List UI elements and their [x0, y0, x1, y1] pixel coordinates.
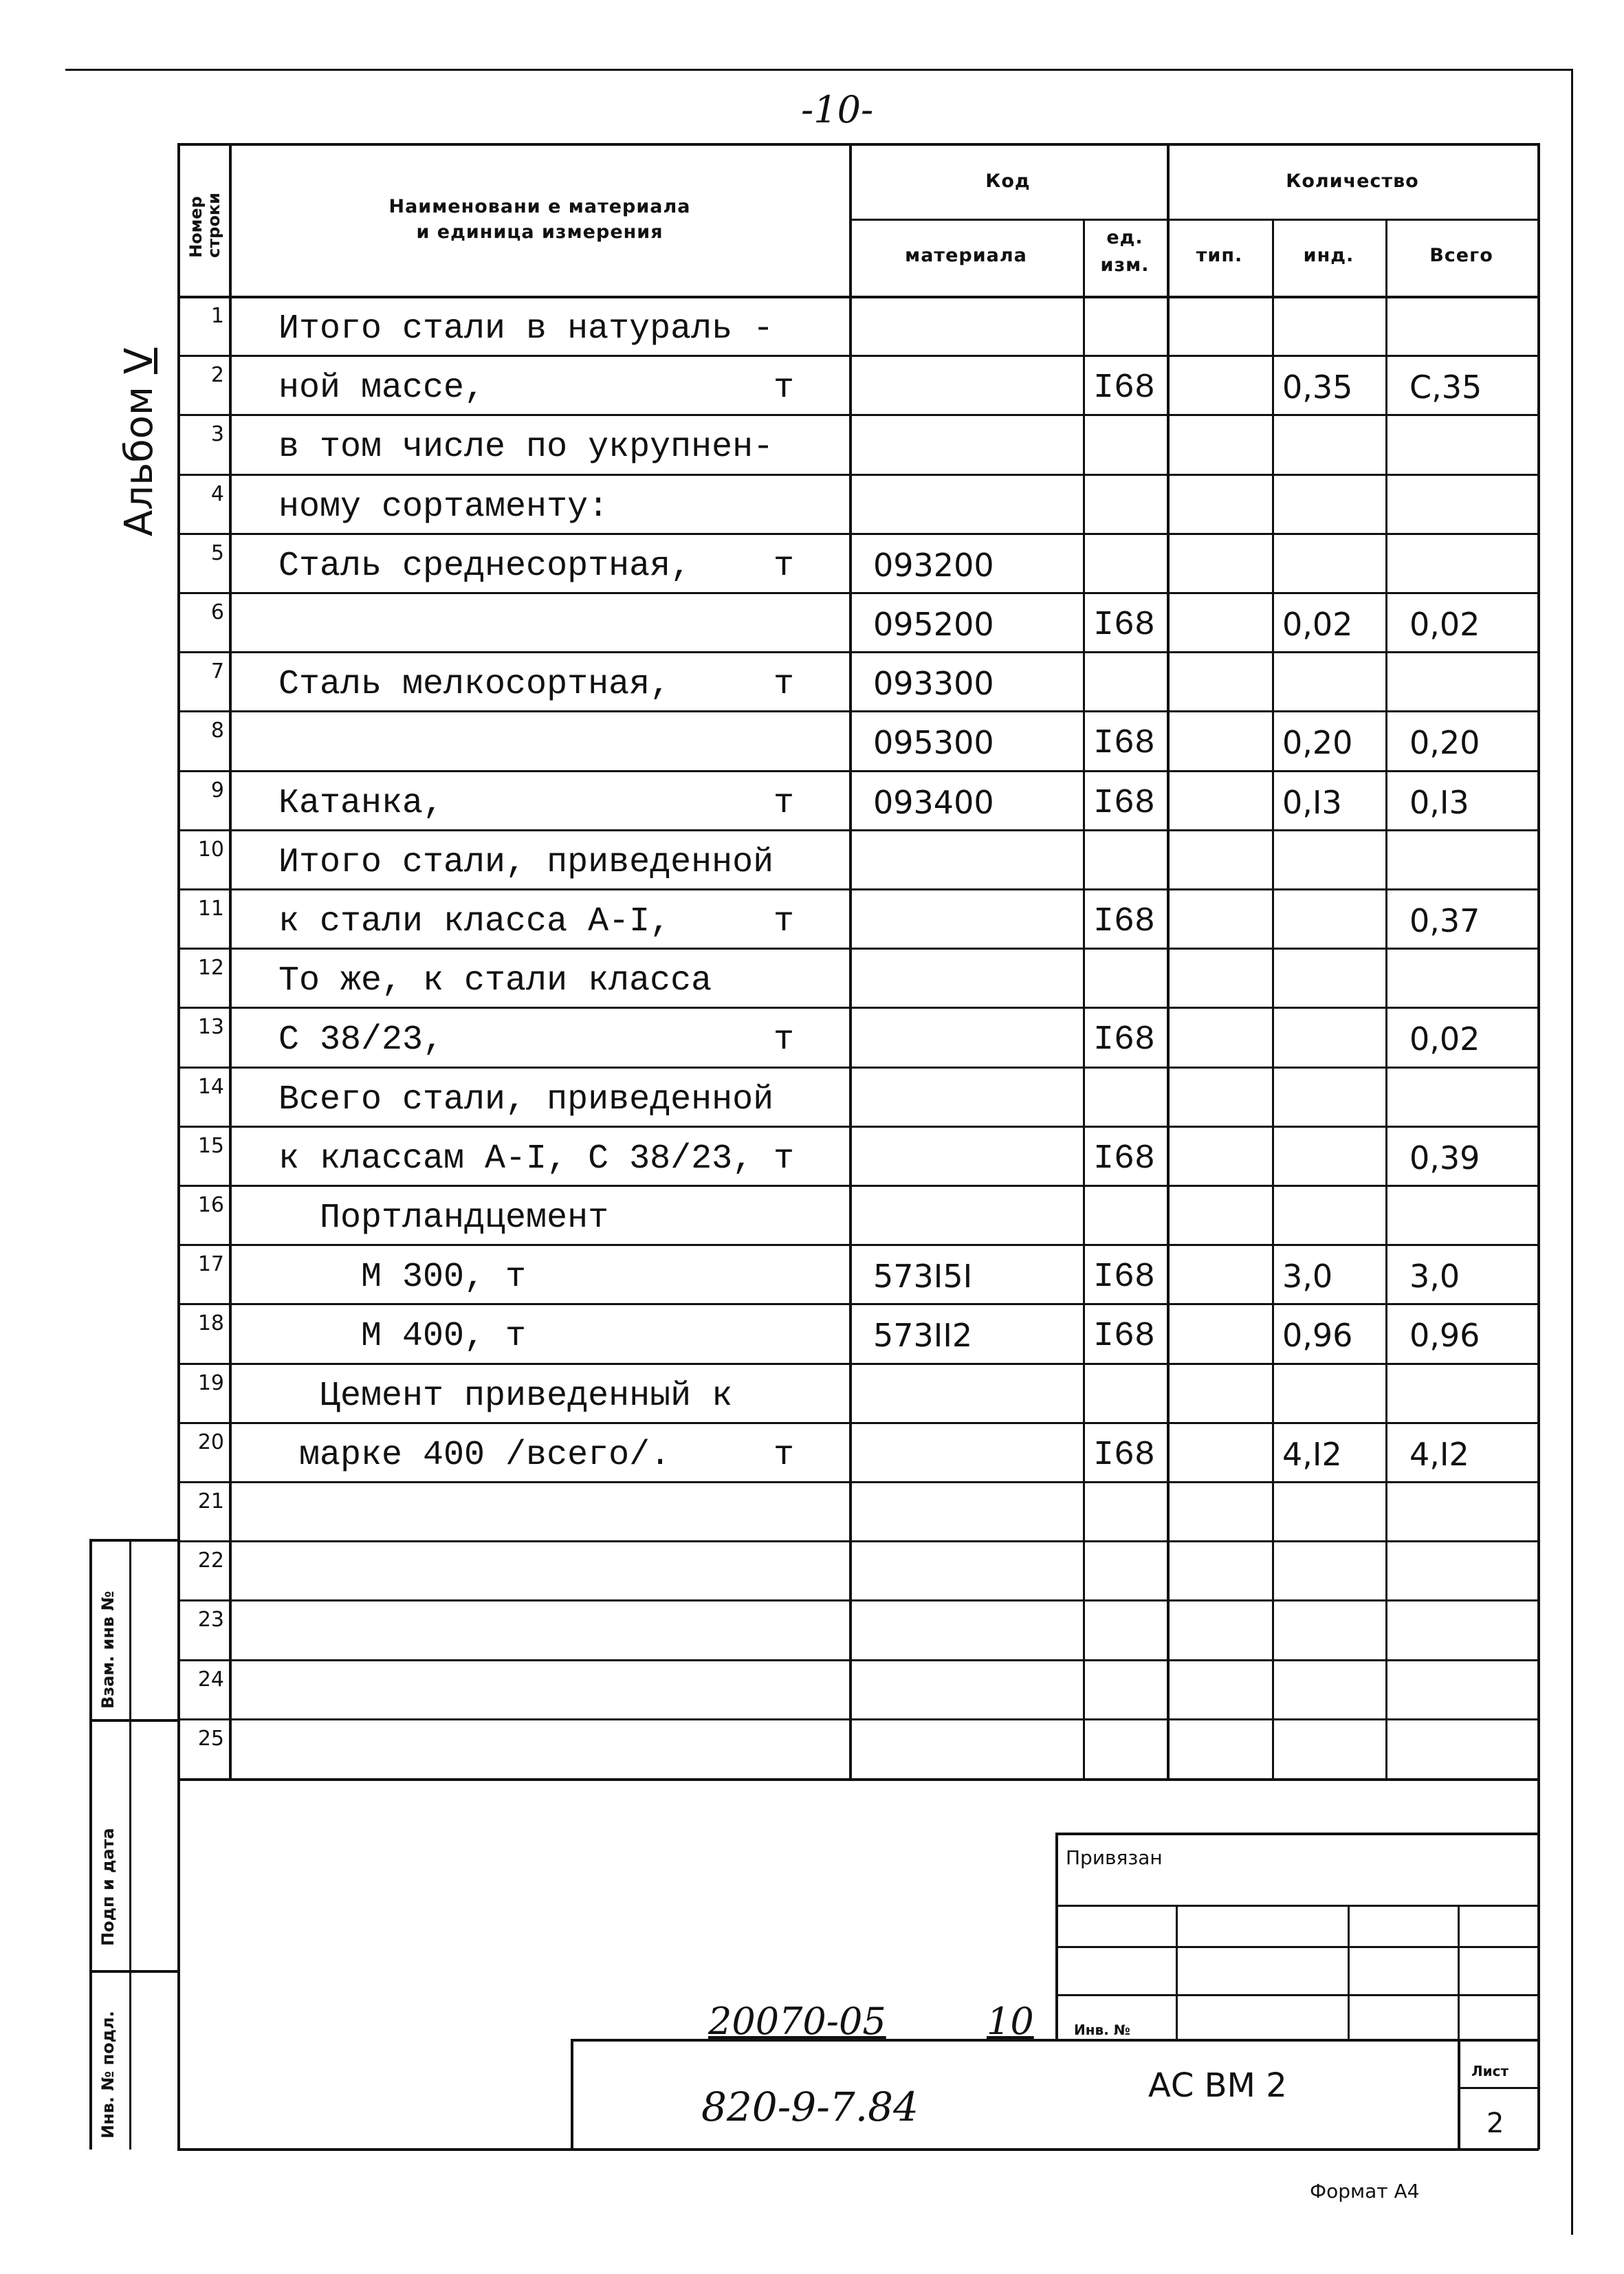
side-left-border	[89, 1539, 92, 2150]
header-ind: инд.	[1303, 245, 1354, 266]
row-name: То же, к стали класса	[278, 961, 712, 1001]
row-name: ной массе,	[278, 369, 485, 408]
row-number: 17	[197, 1252, 224, 1277]
row-name: М 300, т	[278, 1258, 527, 1298]
row-name: С 38/23,	[278, 1020, 444, 1060]
row-code: 093200	[873, 546, 994, 584]
row-separator	[177, 829, 1539, 831]
row-number: 2	[210, 363, 224, 388]
row-separator	[177, 1007, 1539, 1009]
side-sep-2	[89, 1970, 179, 1973]
row-unit: I68	[1093, 1317, 1156, 1357]
side-sep-1	[89, 1719, 179, 1722]
col-sep-ind	[1385, 219, 1387, 1778]
row-name: к стали класса А-I,	[278, 902, 671, 941]
row-separator	[177, 1599, 1539, 1601]
header-unit-line1: ед.	[1106, 227, 1143, 248]
row-name: Всего стали, приведенной	[278, 1080, 774, 1119]
col-sep-code	[1083, 219, 1085, 1778]
row-separator	[177, 1422, 1539, 1424]
row-separator	[177, 1303, 1539, 1305]
row-unit: I68	[1093, 902, 1156, 941]
row-total: С,35	[1409, 369, 1482, 406]
row-number: 8	[210, 719, 224, 743]
tb-privyazan-line1	[1055, 1905, 1537, 1907]
row-separator	[177, 651, 1539, 653]
tb-sheet-left	[1458, 2039, 1460, 2150]
header-row-number: Номер строки	[186, 193, 223, 258]
row-number: 24	[197, 1667, 224, 1692]
row-name: Итого стали, приведенной	[278, 842, 774, 882]
row-name: М 400, т	[278, 1317, 527, 1357]
row-ind: 0,I3	[1282, 783, 1342, 821]
stamp-inv-podl: Инв. № подл.	[98, 2011, 118, 2139]
tb-privyazan-line2	[1055, 1946, 1537, 1948]
side-mid-border	[129, 1539, 131, 2150]
stamp-podp-data: Подп и дата	[98, 1828, 118, 1946]
row-number: 23	[197, 1608, 224, 1632]
side-top	[89, 1539, 179, 1542]
row-number: 1	[210, 304, 224, 328]
row-number: 15	[197, 1133, 224, 1158]
col-sep-rownum	[229, 143, 232, 1778]
row-ind: 0,20	[1282, 724, 1353, 762]
row-separator	[177, 474, 1539, 476]
stamp-vzam-inv: Взам. инв №	[98, 1590, 118, 1709]
header-total: Всего	[1429, 245, 1493, 266]
row-unit: I68	[1093, 1139, 1156, 1179]
row-separator	[177, 1067, 1539, 1069]
row-separator	[177, 710, 1539, 712]
row-name: Сталь среднесортная,	[278, 546, 692, 586]
album-number: V	[117, 347, 162, 375]
row-name: к классам А-I, С 38/23,	[278, 1139, 754, 1179]
row-code: 093400	[873, 783, 994, 821]
body-bottom-line	[177, 1778, 1539, 1781]
row-number: 19	[197, 1370, 224, 1395]
row-code: 095300	[873, 724, 994, 762]
col-sep-unit	[1167, 143, 1170, 1778]
album-label	[117, 348, 162, 536]
row-total: 0,39	[1409, 1139, 1480, 1177]
row-unit-suffix: т	[773, 783, 795, 823]
row-name: Итого стали в натураль -	[278, 309, 774, 349]
row-number: 7	[210, 659, 224, 684]
row-separator	[177, 533, 1539, 535]
row-ind: 0,35	[1282, 369, 1353, 406]
row-number: 25	[197, 1726, 224, 1751]
row-unit: I68	[1093, 1258, 1156, 1298]
row-separator	[177, 1659, 1539, 1661]
format-label: Формат А4	[1310, 2180, 1420, 2202]
row-unit: I68	[1093, 1020, 1156, 1060]
row-separator	[177, 948, 1539, 950]
tb-privyazan-left	[1055, 1833, 1058, 2039]
row-total: 0,02	[1409, 1020, 1480, 1058]
row-ind: 4,I2	[1282, 1435, 1342, 1473]
row-separator	[177, 888, 1539, 890]
table-top-border	[177, 143, 1539, 146]
row-number: 12	[197, 956, 224, 981]
header-name-line1: Наименовани е материала	[388, 196, 691, 217]
row-unit-suffix: т	[773, 369, 795, 408]
row-name: в том числе по укрупнен-	[278, 428, 774, 468]
row-number: 5	[210, 540, 224, 565]
tb-privyazan-label: Привязан	[1066, 1846, 1163, 1869]
row-number: 20	[197, 1430, 224, 1454]
row-separator	[177, 1540, 1539, 1542]
tb-privyazan-col3	[1458, 1905, 1460, 2039]
row-number: 4	[210, 481, 224, 506]
row-total: 4,I2	[1409, 1435, 1469, 1473]
row-separator	[177, 1718, 1539, 1720]
row-separator	[177, 1363, 1539, 1365]
row-number: 18	[197, 1311, 224, 1336]
header-unit-line2: изм.	[1100, 254, 1150, 276]
row-total: 0,02	[1409, 606, 1480, 643]
row-separator	[177, 770, 1539, 772]
row-code: 573I5I	[873, 1258, 973, 1295]
table-bottom-border	[177, 2148, 1539, 2151]
row-total: 3,0	[1409, 1258, 1460, 1295]
page-number: -10-	[801, 88, 874, 131]
row-number: 6	[210, 600, 224, 624]
row-name: Цемент приведенный к	[278, 1376, 733, 1416]
tb-privyazan-top	[1055, 1833, 1537, 1835]
row-separator	[177, 414, 1539, 416]
row-name: Сталь мелкосортная,	[278, 665, 671, 705]
header-bottom-line	[177, 296, 1539, 298]
row-code: 095200	[873, 606, 994, 643]
col-sep-name	[849, 143, 852, 1778]
top-edge-line	[65, 69, 1571, 71]
row-number: 21	[197, 1489, 224, 1513]
header-typ: тип.	[1196, 245, 1243, 266]
row-code: 573II2	[873, 1317, 973, 1355]
album-label-text: Альбом	[117, 386, 162, 536]
row-unit: I68	[1093, 724, 1156, 764]
row-code: 093300	[873, 665, 994, 703]
right-edge-line	[1571, 69, 1573, 2235]
tb-drawing-code: АС ВМ 2	[1148, 2066, 1287, 2105]
row-number: 14	[197, 1074, 224, 1099]
row-separator	[177, 1185, 1539, 1187]
header-material: материала	[905, 245, 1027, 266]
header-name-line2: и единица измерения	[416, 221, 663, 243]
row-name: ному сортаменту:	[278, 487, 609, 527]
row-ind: 0,02	[1282, 606, 1353, 643]
row-total: 0,20	[1409, 724, 1480, 762]
tb-handwritten-number: 20070-05	[708, 2000, 886, 2043]
row-total: 0,I3	[1409, 783, 1469, 821]
row-name: Портландцемент	[278, 1199, 609, 1238]
header-code: Код	[985, 171, 1031, 192]
row-number: 3	[210, 422, 224, 447]
row-separator	[177, 1481, 1539, 1483]
row-number: 11	[197, 897, 224, 921]
row-unit-suffix: т	[773, 1020, 795, 1060]
tb-privyazan-col1	[1176, 1905, 1178, 2039]
tb-sheet-label: Лист	[1471, 2063, 1509, 2079]
row-separator	[177, 1244, 1539, 1246]
row-total: 0,96	[1409, 1317, 1480, 1355]
header-sub-line	[849, 219, 1539, 221]
tb-privyazan-col2	[1348, 1905, 1350, 2039]
row-unit: I68	[1093, 606, 1156, 645]
tb-main-left	[571, 2039, 573, 2150]
row-unit-suffix: т	[773, 1435, 795, 1475]
tb-sheet-sep	[1458, 2087, 1537, 2089]
col-sep-typ	[1272, 219, 1274, 1778]
table-right-border	[1537, 143, 1540, 2150]
row-number: 22	[197, 1549, 224, 1573]
tb-privyazan-line3	[1055, 1994, 1537, 1996]
tb-inv-no-label: Инв. №	[1074, 2022, 1130, 2038]
row-unit: I68	[1093, 369, 1156, 408]
row-number: 10	[197, 837, 224, 862]
tb-project-code: 820-9-7.84	[701, 2084, 919, 2130]
row-ind: 0,96	[1282, 1317, 1353, 1355]
row-unit: I68	[1093, 1435, 1156, 1475]
row-number: 16	[197, 1193, 224, 1217]
row-name: Катанка,	[278, 783, 444, 823]
row-number: 9	[210, 778, 224, 802]
row-unit: I68	[1093, 783, 1156, 823]
tb-sheet-number: 2	[1486, 2108, 1504, 2139]
header-quantity: Количество	[1286, 171, 1419, 192]
row-ind: 3,0	[1282, 1258, 1333, 1295]
row-total: 0,37	[1409, 902, 1480, 939]
row-unit-suffix: т	[773, 665, 795, 705]
row-unit-suffix: т	[773, 902, 795, 941]
row-unit-suffix: т	[773, 1139, 795, 1179]
tb-handwritten-page: 10	[987, 2000, 1034, 2043]
row-separator	[177, 592, 1539, 594]
row-unit-suffix: т	[773, 546, 795, 586]
row-separator	[177, 1126, 1539, 1128]
row-separator	[177, 355, 1539, 357]
row-number: 13	[197, 1015, 224, 1040]
row-name: марке 400 /всего/.	[278, 1435, 671, 1475]
